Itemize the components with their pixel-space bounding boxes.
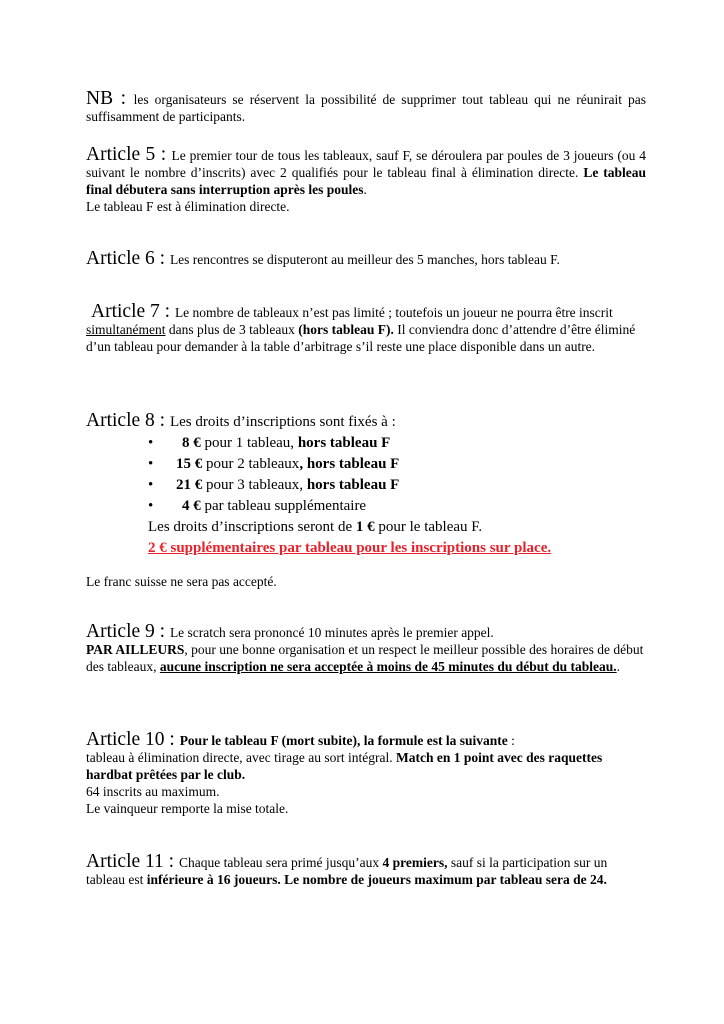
price-item-4 xyxy=(148,496,646,517)
nb-text: les organisateurs se réservent la possibilité de supprimer tout tableau qui ne réunirait pas suffisamment de participants. xyxy=(86,92,646,124)
price-value: 15 € xyxy=(176,456,203,472)
article-11-sep: : xyxy=(163,851,179,872)
article-9-heading: Article 9 xyxy=(86,621,155,642)
article-9-text: Le scratch sera prononcé 10 minutes après le premier appel. xyxy=(169,625,494,640)
article-9-sep: : xyxy=(154,621,170,642)
price-item-1 xyxy=(148,433,646,454)
article-10-sep: : xyxy=(164,729,180,750)
article-11 xyxy=(86,853,646,888)
bullet: • xyxy=(148,498,154,514)
article-11-heading: Article 11 xyxy=(86,851,164,872)
article-8-sep: : xyxy=(154,410,170,431)
price-text: par tableau supplémentaire xyxy=(200,498,367,514)
article-8-heading: Article 8 xyxy=(86,410,155,431)
price-text: pour 2 tableaux xyxy=(202,456,300,472)
bullet: • xyxy=(148,435,154,451)
article-7-sep: : xyxy=(159,301,175,322)
article-9-bold-lead: PAR AILLEURS xyxy=(86,642,185,657)
swiss-franc-note: Le franc suisse ne sera pas accepté. xyxy=(86,574,277,589)
nb-label: NB xyxy=(86,88,114,109)
price-text: pour 3 tableaux, xyxy=(202,477,307,493)
price-bold: , hors tableau F xyxy=(299,456,400,472)
fee-f-bold: 1 € xyxy=(355,519,375,535)
article-10 xyxy=(86,731,646,817)
article-11-text1: Chaque tableau sera primé jusqu’aux xyxy=(178,855,383,870)
price-item-2 xyxy=(148,454,646,475)
article-8 xyxy=(86,410,646,590)
article-5-bold: Le tableau final débutera sans interruption après les poules xyxy=(86,165,646,197)
price-item-3 xyxy=(148,475,646,496)
bullet: • xyxy=(148,477,154,493)
fee-tableau-f xyxy=(148,517,646,538)
article-10-text: tableau à élimination directe, avec tirage au sort intégral. xyxy=(86,750,396,765)
price-bold: hors tableau F xyxy=(297,435,391,451)
article-7-underline: simultanément xyxy=(86,322,166,337)
article-8-text: Les droits d’inscriptions sont fixés à : xyxy=(169,414,396,430)
onsite-surcharge-note: 2 € supplémentaires par tableau pour les inscriptions sur place. xyxy=(148,540,552,556)
article-5 xyxy=(86,146,646,215)
article-5-text: Le premier tour de tous les tableaux, sauf F, se déroulera par poules de 3 joueurs (ou 4 suivant le nombre d’inscrits) avec 2 qualifiés pour le tableau final à élimination directe. xyxy=(86,148,647,180)
article-7-heading: Article 7 xyxy=(91,301,160,322)
article-9-text2: , pour une bonne organisation et un respect le meilleur possible des horaires de début des tableaux, xyxy=(86,642,644,674)
article-11-bold1: 4 premiers, xyxy=(382,855,448,870)
bullet: • xyxy=(148,456,154,472)
nb-sep: : xyxy=(113,88,134,109)
article-11-text2: sauf si la participation sur un tableau est xyxy=(86,855,608,887)
article-10-heading: Article 10 xyxy=(86,729,165,750)
article-5-line2: Le tableau F est à élimination directe. xyxy=(86,199,290,214)
price-value: 21 € xyxy=(176,477,203,493)
article-6-text: Les rencontres se disputeront au meilleur des 5 manches, hors tableau F. xyxy=(169,252,560,267)
nb-paragraph xyxy=(86,90,646,125)
price-value: 8 € xyxy=(182,435,201,451)
article-7-bold: (hors tableau F). xyxy=(298,322,394,337)
price-bold: hors tableau F xyxy=(306,477,400,493)
article-6-sep: : xyxy=(154,248,170,269)
article-6-heading: Article 6 xyxy=(86,248,155,269)
article-9-bold-underline: aucune inscription ne sera acceptée à moins de 45 minutes du début du tableau. xyxy=(159,659,617,674)
article-6 xyxy=(86,250,646,268)
article-5-end: . xyxy=(363,182,367,197)
article-7-text3: Il conviendra donc d’attendre d’être éliminé d’un tableau pour demander à la table d’arbitrage s’il reste une place disponible dans un autre. xyxy=(86,322,636,354)
article-7 xyxy=(86,303,646,355)
fee-f-pre: Les droits d’inscriptions seront de xyxy=(148,519,356,535)
price-value: 4 € xyxy=(182,498,201,514)
article-10-bold1: Pour le tableau F (mort subite), la formule est la suivante xyxy=(179,733,508,748)
fee-f-post: pour le tableau F. xyxy=(374,519,483,535)
article-5-sep: : xyxy=(155,144,172,165)
article-10-line3: 64 inscrits au maximum. xyxy=(86,784,220,799)
article-7-text2: dans plus de 3 tableaux xyxy=(165,322,299,337)
article-10-bold2: Match en 1 point avec des raquettes hardbat prêtées par le club. xyxy=(86,750,603,782)
article-5-heading: Article 5 xyxy=(86,144,156,165)
article-9-end: . xyxy=(616,659,621,674)
article-11-bold2: inférieure à 16 joueurs. Le nombre de joueurs maximum par tableau sera de 24. xyxy=(146,872,607,887)
price-text: pour 1 tableau, xyxy=(200,435,298,451)
article-10-line4: Le vainqueur remporte la mise totale. xyxy=(86,801,289,816)
article-7-text1: Le nombre de tableaux n’est pas limité ; toutefois un joueur ne pourra être inscrit xyxy=(174,305,613,320)
article-9 xyxy=(86,623,646,675)
article-10-colon: : xyxy=(507,733,515,748)
